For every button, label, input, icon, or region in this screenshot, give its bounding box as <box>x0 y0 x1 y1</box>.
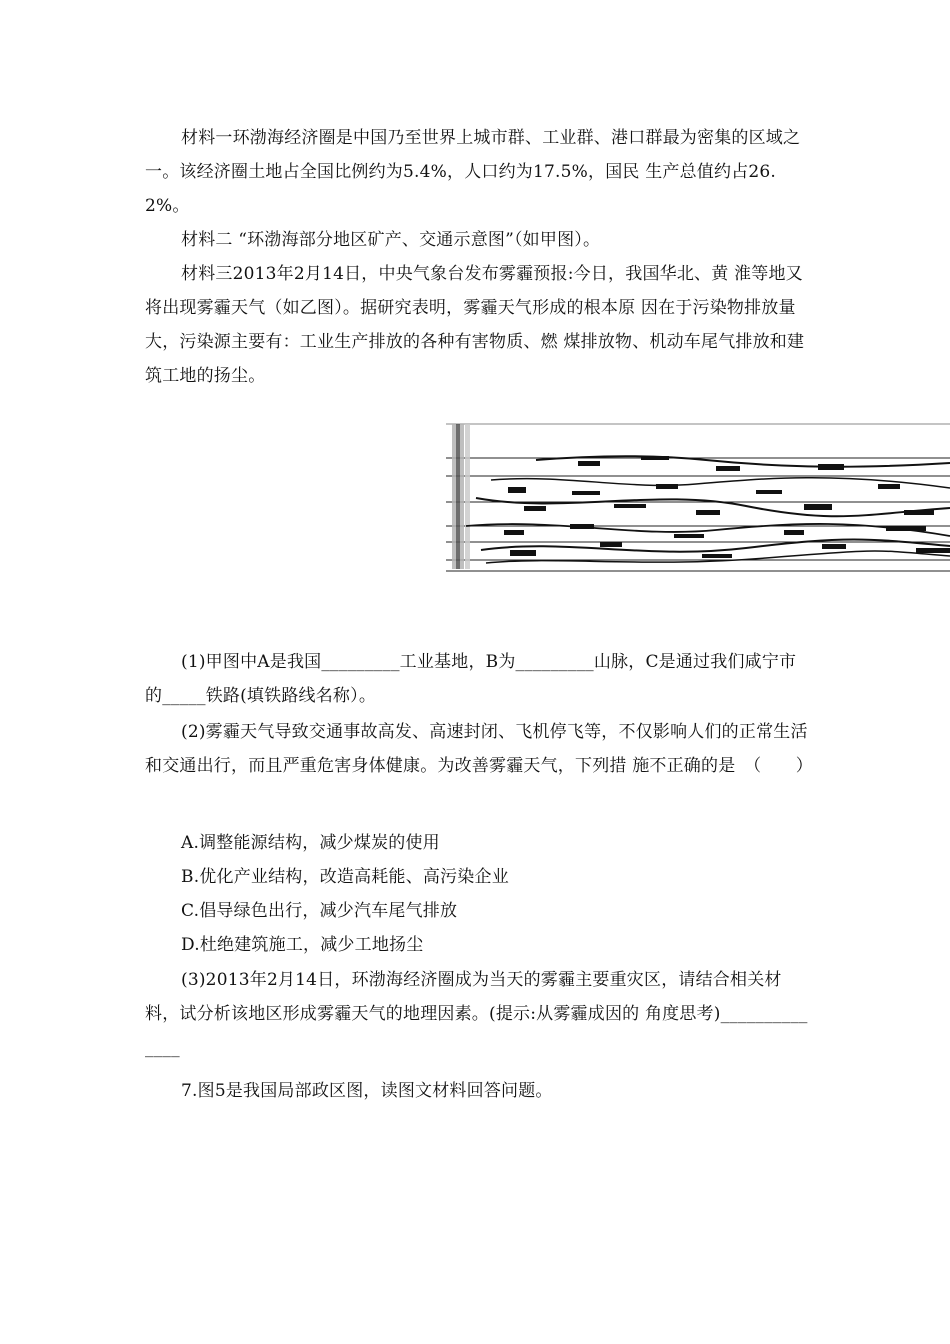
distorted-figure-image <box>446 418 950 578</box>
question-3: (3)2013年2月14日，环渤海经济圈成为当天的雾霾主要重灾区，请结合相关材料，试分析该地区形成雾霾天气的地理因素。(提示:从雾霾成因的 角度思考)______________ <box>145 970 808 1058</box>
option-a: A.调整能源结构，减少煤炭的使用 <box>181 833 440 853</box>
material-1-paragraph: 材料一环渤海经济圈是中国乃至世界上城市群、工业群、港口群最为密集的区域之一。该经济圈土地占全国比例约为5.4%，人口约为17.5%，国民 生产总值约占26.2%。 <box>145 128 801 216</box>
option-d: D.杜绝建筑施工，减少工地扬尘 <box>181 935 424 955</box>
material-3-paragraph: 材料三2013年2月14日，中央气象台发布雾霾预报:今日，我国华北、黄 淮等地又将出现雾霾天气（如乙图）。据研究表明，雾霾天气形成的根本原 因在于污染物排放量大，污染源主要有：工业生产排放的各种有害物质、燃 煤排放物、机动车尾气排放和建筑工地的扬尘。 <box>145 264 805 386</box>
option-c: C.倡导绿色出行，减少汽车尾气排放 <box>181 901 458 921</box>
distorted-figure-graphic <box>446 418 950 578</box>
question-7: 7.图5是我国局部政区图，读图文材料回答问题。 <box>181 1081 553 1101</box>
material-2-paragraph: 材料二 “环渤海部分地区矿产、交通示意图”（如甲图）。 <box>181 230 601 250</box>
question-1: (1)甲图中A是我国_________工业基地，B为_________山脉，C是通过我们咸宁市的_____铁路(填铁路线名称）。 <box>145 652 797 706</box>
question-2: (2)雾霾天气导致交通事故高发、高速封闭、飞机停飞等，不仅影响人们的正常生活和交通出行，而且严重危害身体健康。为改善雾霾天气，下列措 施不正确的是 （ ） <box>145 722 813 776</box>
option-b: B.优化产业结构，改造高耗能、高污染企业 <box>181 867 509 887</box>
